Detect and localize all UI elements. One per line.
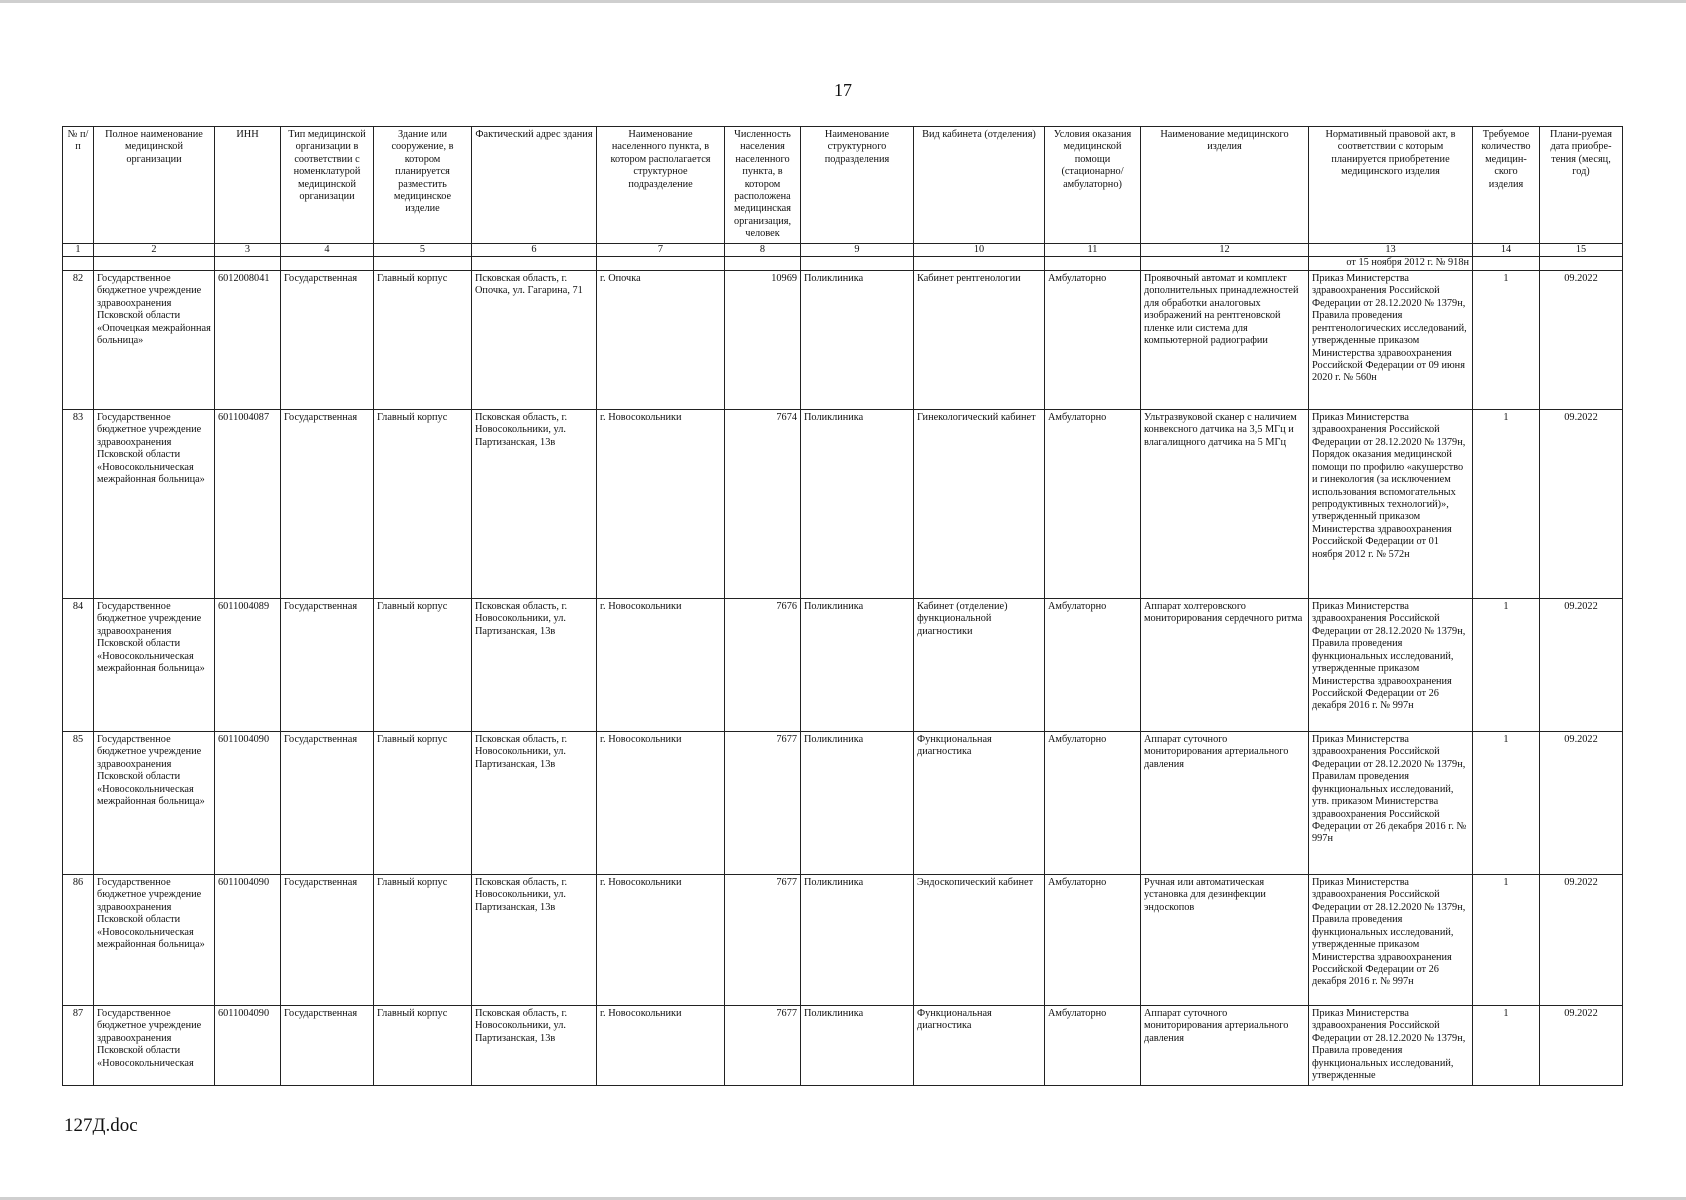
column-number: 10 — [914, 243, 1045, 256]
org-type: Государственная — [281, 875, 374, 1006]
planned-date: 09.2022 — [1540, 599, 1623, 732]
planned-date: 09.2022 — [1540, 271, 1623, 410]
planned-date: 09.2022 — [1540, 875, 1623, 1006]
building: Главный корпус — [374, 1006, 472, 1085]
building: Главный корпус — [374, 875, 472, 1006]
settlement: г. Новосокольники — [597, 599, 725, 732]
legal-act: Приказ Министерства здравоохранения Российской Федерации от 28.12.2020 № 1379н, Правила проведения рентгенологических исследований, утвержденные приказом Министерства здравоохранения Российской Федерации от 09 июня 2020 г. № 560н — [1309, 271, 1473, 410]
row-number: 83 — [63, 410, 94, 599]
row-number: 82 — [63, 271, 94, 410]
header-cell: ИНН — [215, 127, 281, 244]
carryover-act-text: от 15 ноября 2012 г. № 918н — [1309, 257, 1473, 271]
org-type: Государственная — [281, 1006, 374, 1085]
population: 7677 — [725, 875, 801, 1006]
table-row — [63, 599, 1623, 732]
quantity: 1 — [1473, 410, 1540, 599]
column-number: 13 — [1309, 243, 1473, 256]
org-name: Государственное бюджетное учреждение здравоохранения Псковской области «Новосокольническая межрайонная больница» — [94, 875, 215, 1006]
column-number: 3 — [215, 243, 281, 256]
conditions: Амбулаторно — [1045, 1006, 1141, 1085]
population: 7676 — [725, 599, 801, 732]
header-cell: Вид кабинета (отделения) — [914, 127, 1045, 244]
column-number: 9 — [801, 243, 914, 256]
quantity: 1 — [1473, 875, 1540, 1006]
cabinet: Кабинет рентгенологии — [914, 271, 1045, 410]
quantity: 1 — [1473, 732, 1540, 875]
quantity: 1 — [1473, 1006, 1540, 1085]
division: Поликлиника — [801, 875, 914, 1006]
document-filename: 127Д.doc — [64, 1115, 138, 1136]
device: Аппарат суточного мониторирования артериального давления — [1141, 732, 1309, 875]
device: Проявочный автомат и комплект дополнительных принадлежностей для обработки аналоговых изображений на рентгеновской пленке или система для компьютерной радиографии — [1141, 271, 1309, 410]
address: Псковская область, г. Новосокольники, ул. Партизанская, 13в — [472, 599, 597, 732]
org-name: Государственное бюджетное учреждение здравоохранения Псковской области «Новосокольническая межрайонная больница» — [94, 410, 215, 599]
column-number: 5 — [374, 243, 472, 256]
address: Псковская область, г. Новосокольники, ул. Партизанская, 13в — [472, 1006, 597, 1085]
building: Главный корпус — [374, 410, 472, 599]
table-row — [63, 271, 1623, 410]
inn: 6011004090 — [215, 1006, 281, 1085]
conditions: Амбулаторно — [1045, 599, 1141, 732]
column-number: 15 — [1540, 243, 1623, 256]
inn: 6011004090 — [215, 875, 281, 1006]
column-number: 11 — [1045, 243, 1141, 256]
settlement: г. Опочка — [597, 271, 725, 410]
cabinet: Функциональная диагностика — [914, 1006, 1045, 1085]
org-name: Государственное бюджетное учреждение здравоохранения Псковской области «Новосокольническая межрайонная больница» — [94, 732, 215, 875]
column-number: 14 — [1473, 243, 1540, 256]
table-header-row — [63, 127, 1623, 244]
division: Поликлиника — [801, 599, 914, 732]
conditions: Амбулаторно — [1045, 271, 1141, 410]
column-number: 1 — [63, 243, 94, 256]
org-name: Государственное бюджетное учреждение здравоохранения Псковской области «Новосокольническая межрайонная больница» — [94, 599, 215, 732]
division: Поликлиника — [801, 410, 914, 599]
inn: 6012008041 — [215, 271, 281, 410]
header-cell: Требуемое количество медицин-ского изделия — [1473, 127, 1540, 244]
column-number: 7 — [597, 243, 725, 256]
legal-act: Приказ Министерства здравоохранения Российской Федерации от 28.12.2020 № 1379н, Правила проведения функциональных исследований, утвержденные приказом Министерства здравоохранения Российской Федерации от 26 декабря 2016 г. № 997н — [1309, 875, 1473, 1006]
medical-equipment-table — [62, 126, 1623, 1086]
carryover-row — [63, 257, 1623, 271]
settlement: г. Новосокольники — [597, 1006, 725, 1085]
quantity: 1 — [1473, 271, 1540, 410]
header-cell: Плани-руемая дата приобре-тения (месяц, год) — [1540, 127, 1623, 244]
device: Ручная или автоматическая установка для дезинфекции эндоскопов — [1141, 875, 1309, 1006]
scan-top-edge — [0, 0, 1686, 3]
row-number: 85 — [63, 732, 94, 875]
table-row — [63, 410, 1623, 599]
address: Псковская область, г. Новосокольники, ул. Партизанская, 13в — [472, 732, 597, 875]
org-type: Государственная — [281, 599, 374, 732]
header-cell: Полное наименование медицинской организации — [94, 127, 215, 244]
header-cell: Наименование населенного пункта, в котором располагается структурное подразделение — [597, 127, 725, 244]
row-number: 86 — [63, 875, 94, 1006]
cabinet: Функциональная диагностика — [914, 732, 1045, 875]
division: Поликлиника — [801, 1006, 914, 1085]
legal-act: Приказ Министерства здравоохранения Российской Федерации от 28.12.2020 № 1379н, Правила проведения функциональных исследований, утвержденные — [1309, 1006, 1473, 1085]
org-type: Государственная — [281, 410, 374, 599]
cabinet: Кабинет (отделение) функциональной диагностики — [914, 599, 1045, 732]
population: 10969 — [725, 271, 801, 410]
building: Главный корпус — [374, 732, 472, 875]
header-cell: Условия оказания медицинской помощи (стационарно/ амбулаторно) — [1045, 127, 1141, 244]
conditions: Амбулаторно — [1045, 875, 1141, 1006]
building: Главный корпус — [374, 271, 472, 410]
address: Псковская область, г. Новосокольники, ул. Партизанская, 13в — [472, 410, 597, 599]
column-number: 4 — [281, 243, 374, 256]
org-type: Государственная — [281, 271, 374, 410]
cabinet: Эндоскопический кабинет — [914, 875, 1045, 1006]
address: Псковская область, г. Новосокольники, ул. Партизанская, 13в — [472, 875, 597, 1006]
settlement: г. Новосокольники — [597, 732, 725, 875]
legal-act: Приказ Министерства здравоохранения Российской Федерации от 28.12.2020 № 1379н, Правила проведения функциональных исследований, утвержденные приказом Министерства здравоохранения Российской Федерации от 26 декабря 2016 г. № 997н — [1309, 599, 1473, 732]
header-cell: Численность населения населенного пункта, в котором расположена медицинская организация, человек — [725, 127, 801, 244]
column-number-row — [63, 243, 1623, 256]
cabinet: Гинекологический кабинет — [914, 410, 1045, 599]
org-name: Государственное бюджетное учреждение здравоохранения Псковской области «Опочецкая межрайонная больница» — [94, 271, 215, 410]
row-number: 84 — [63, 599, 94, 732]
device: Аппарат суточного мониторирования артериального давления — [1141, 1006, 1309, 1085]
population: 7674 — [725, 410, 801, 599]
conditions: Амбулаторно — [1045, 410, 1141, 599]
table-row — [63, 1006, 1623, 1085]
planned-date: 09.2022 — [1540, 732, 1623, 875]
header-cell: Нормативный правовой акт, в соответствии с которым планируется приобретение медицинского изделия — [1309, 127, 1473, 244]
device: Аппарат холтеровского мониторирования сердечного ритма — [1141, 599, 1309, 732]
header-cell: Фактический адрес здания — [472, 127, 597, 244]
column-number: 2 — [94, 243, 215, 256]
table-row — [63, 875, 1623, 1006]
header-cell: Тип медицинской организации в соответствии с номенклатурой медицинской организации — [281, 127, 374, 244]
address: Псковская область, г. Опочка, ул. Гагарина, 71 — [472, 271, 597, 410]
header-cell: Наименование структурного подразделения — [801, 127, 914, 244]
planned-date: 09.2022 — [1540, 1006, 1623, 1085]
population: 7677 — [725, 1006, 801, 1085]
settlement: г. Новосокольники — [597, 410, 725, 599]
legal-act: Приказ Министерства здравоохранения Российской Федерации от 28.12.2020 № 1379н, Порядок оказания медицинской помощи по профилю «акушерство и гинекология (за исключением использования вспомогательных репродуктивных технологий)», утвержденный приказом Министерства здравоохранения Российской Федерации от 01 ноября 2012 г. № 572н — [1309, 410, 1473, 599]
row-number: 87 — [63, 1006, 94, 1085]
legal-act: Приказ Министерства здравоохранения Российской Федерации от 28.12.2020 № 1379н, Правилам проведения функциональных исследований, утв. приказом Министерства здравоохранения Российской Федерации от 26 декабря 2016 г. № 997н — [1309, 732, 1473, 875]
column-number: 6 — [472, 243, 597, 256]
inn: 6011004087 — [215, 410, 281, 599]
table-row — [63, 732, 1623, 875]
header-cell: Наименование медицинского изделия — [1141, 127, 1309, 244]
population: 7677 — [725, 732, 801, 875]
column-number: 12 — [1141, 243, 1309, 256]
settlement: г. Новосокольники — [597, 875, 725, 1006]
inn: 6011004089 — [215, 599, 281, 732]
device: Ультразвуковой сканер с наличием конвексного датчика на 3,5 МГц и влагалищного датчика на 5 МГц — [1141, 410, 1309, 599]
header-cell: № п/п — [63, 127, 94, 244]
page-number: 17 — [834, 80, 852, 100]
conditions: Амбулаторно — [1045, 732, 1141, 875]
inn: 6011004090 — [215, 732, 281, 875]
building: Главный корпус — [374, 599, 472, 732]
quantity: 1 — [1473, 599, 1540, 732]
org-type: Государственная — [281, 732, 374, 875]
planned-date: 09.2022 — [1540, 410, 1623, 599]
column-number: 8 — [725, 243, 801, 256]
header-cell: Здание или сооружение, в котором планируется разместить медицинское изделие — [374, 127, 472, 244]
org-name: Государственное бюджетное учреждение здравоохранения Псковской области «Новосокольническая — [94, 1006, 215, 1085]
division: Поликлиника — [801, 732, 914, 875]
division: Поликлиника — [801, 271, 914, 410]
